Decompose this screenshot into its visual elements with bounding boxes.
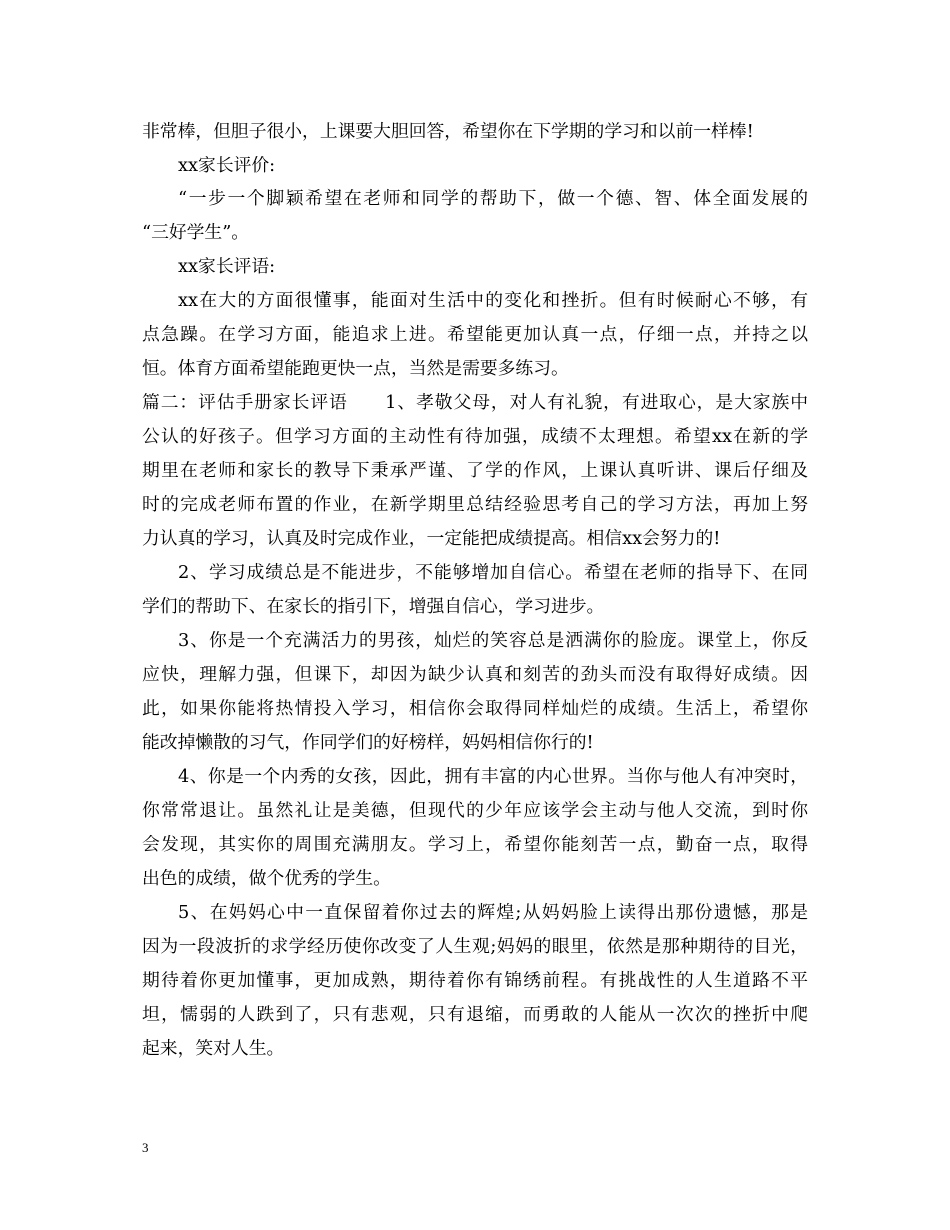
- text-line: xx家长评价:: [178, 155, 276, 176]
- text-line: 非常棒，但胆子很小，上课要大胆回答，希望你在下学期的学习和以前一样棒!: [142, 121, 754, 142]
- text-line: 会发现，其实你的周围充满朋友。学习上，希望你能刻苦一点，勤奋一点，取得: [142, 834, 808, 855]
- text-line: 起来，笑对人生。: [142, 1038, 285, 1059]
- text-line: xx在大的方面很懂事，能面对生活中的变化和挫折。但有时候耐心不够，有: [178, 290, 808, 311]
- page-number: 3: [142, 1140, 149, 1155]
- text-line: “三好学生”。: [142, 222, 250, 243]
- text-line: 2、学习成绩总是不能进步，不能够增加自信心。希望在老师的指导下、在同: [178, 562, 808, 583]
- text-line: 期里在老师和家长的教导下秉承严谨、了学的作风，上课认真听讲、课后仔细及: [142, 460, 808, 481]
- text-line: “一步一个脚颖希望在老师和同学的帮助下，做一个德、智、体全面发展的: [178, 188, 808, 209]
- text-line: 4、你是一个内秀的女孩，因此，拥有丰富的内心世界。当你与他人有冲突时，: [178, 766, 808, 787]
- text-line: xx家长评语:: [178, 256, 276, 277]
- text-line: 你常常退让。虽然礼让是美德，但现代的少年应该学会主动与他人交流，到时你: [142, 800, 808, 821]
- text-line: 期待着你更加懂事，更加成熟，期待着你有锦绣前程。有挑战性的人生道路不平: [142, 970, 808, 991]
- text-line: 应快，理解力强，但课下，却因为缺少认真和刻苦的劲头而没有取得好成绩。因: [142, 664, 808, 685]
- text-line: 坦，懦弱的人跌到了，只有悲观，只有退缩，而勇敢的人能从一次次的挫折中爬: [142, 1004, 808, 1025]
- text-line: 时的完成老师布置的作业，在新学期里总结经验思考自己的学习方法，再加上努: [142, 494, 808, 515]
- text-line: 公认的好孩子。但学习方面的主动性有待加强，成绩不太理想。希望xx在新的学: [142, 426, 808, 447]
- text-line: 学们的帮助下、在家长的指引下，增强自信心，学习进步。: [142, 596, 605, 617]
- text-line: 恒。体育方面希望能跑更快一点，当然是需要多练习。: [142, 358, 569, 379]
- text-line: 出色的成绩，做个优秀的学生。: [142, 868, 391, 889]
- text-line: 5、在妈妈心中一直保留着你过去的辉煌;从妈妈脸上读得出那份遗憾，那是: [178, 902, 808, 923]
- text-line: 能改掉懒散的习气，作同学们的好榜样，妈妈相信你行的!: [142, 732, 594, 753]
- text-line: 因为一段波折的求学经历使你改变了人生观;妈妈的眼里，依然是那种期待的目光，: [142, 936, 808, 957]
- text-line: 篇二：评估手册家长评语 1、孝敬父母，对人有礼貌，有进取心，是大家族中: [142, 392, 808, 413]
- text-line: 3、你是一个充满活力的男孩，灿烂的笑容总是洒满你的脸庞。课堂上，你反: [178, 630, 808, 651]
- text-line: 力认真的学习，认真及时完成作业，一定能把成绩提高。相信xx会努力的!: [142, 528, 721, 549]
- text-line: 此，如果你能将热情投入学习，相信你会取得同样灿烂的成绩。生活上，希望你: [142, 698, 808, 719]
- text-line: 点急躁。在学习方面，能追求上进。希望能更加认真一点，仔细一点，并持之以: [142, 324, 808, 345]
